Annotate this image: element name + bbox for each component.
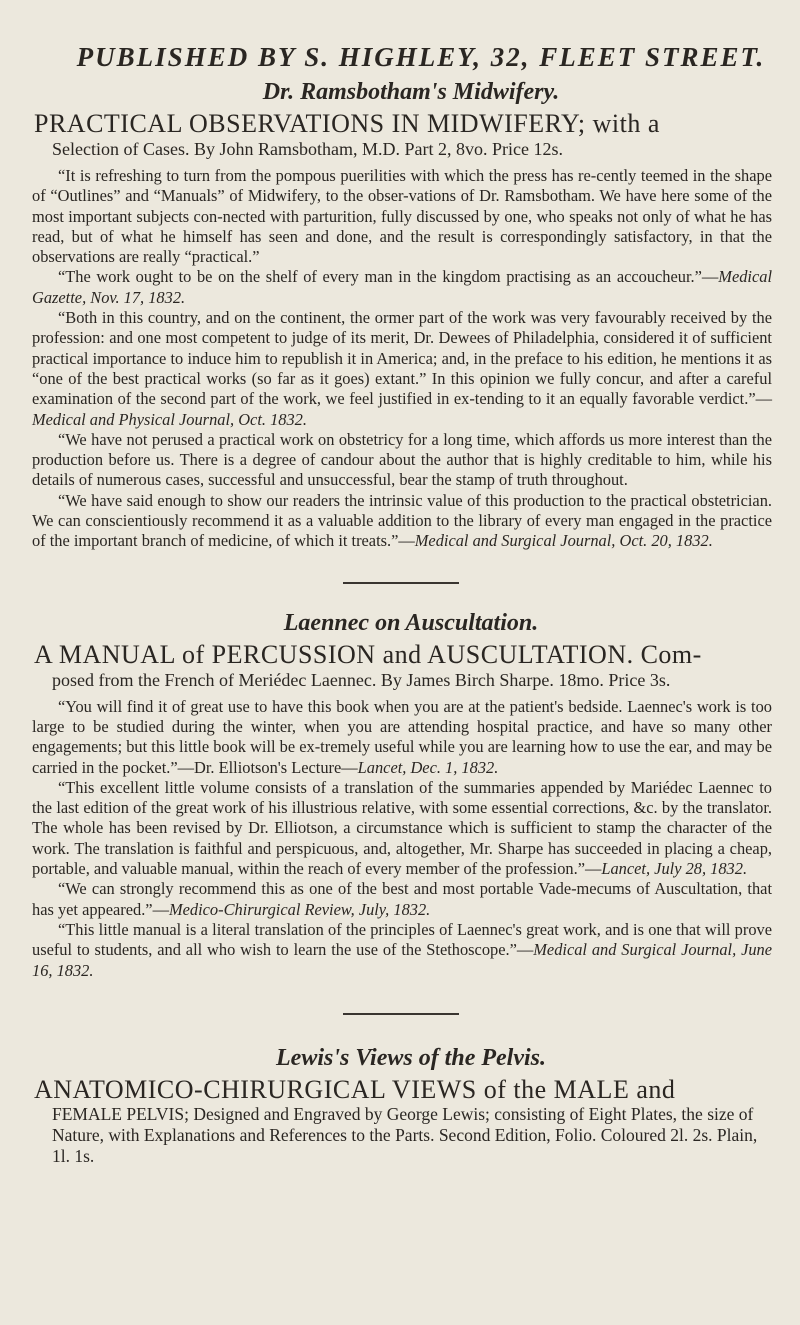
review-paragraph: “We can strongly recommend this as one of the best and most portable Vade-mecums of Auscultation, that has yet appeared.”—Medico-Chirurgical Review, July, 1832. [32,879,772,919]
review-citation: Medical Gazette, Nov. 17, 1832. [32,267,772,307]
review-paragraph: “We have said enough to show our readers the intrinsic value of this production to the practical obstetrician. We can conscientiously recommend it as a valuable addition to the library of every man engaged in the practice of the important branch of medicine, of which it treats.”—Medical and Surgical Journal, Oct. 20, 1832. [32,490,772,551]
running-head: PUBLISHED BY S. HIGHLEY, 32, FLEET STREET. [76,42,766,72]
divider [343,1013,459,1015]
review-paragraph: “This little manual is a literal translation of the principles of Laennec's great work, and is one that will prove useful to students, and all who wish to learn the use of the Stethoscope.”—Medical and Surgical Journal, June 16, 1832. [32,919,773,980]
book-title: A MANUAL of PERCUSSION and AUSCULTATION. Com- [34,639,702,669]
section-heading: Lewis's Views of the Pelvis. [276,1044,546,1071]
review-paragraph: “You will find it of great use to have this book when you are at the patient's bedside. Laennec's work is too large to be studied during the winter, when you are attending hospital practice, and have so many other engagements; but this little book will be ex-tremely useful while you are learning how to use the ear, and may be carried in the pocket.”—Dr. Elliotson's Lecture—Lancet, Dec. 1, 1832. [32,696,772,777]
review-citation: Medical and Surgical Journal, Oct. 20, 1832. [414,531,713,551]
review-citation: Lancet, July 28, 1832. [601,859,748,879]
review-citation: Lancet, Dec. 1, 1832. [357,757,499,777]
review-citation: Medical and Physical Journal, Oct. 1832. [32,409,307,429]
section-ramsbotham [30,79,772,552]
review-paragraph: “This excellent little volume consists of a translation of the summaries appended by Mariédec Laennec to the last edition of the great work of his illustrious relative, with some essential corrections, &c. by the translator. The whole has been revised by Dr. Elliotson, a circumstance which is sufficient to stamp the character of the work. The translation is faithful and perspicuous, and, altogether, Mr. Sharpe has succeeded in placing a cheap, portable, and valuable manual, within the reach of every member of the profession.”—Lancet, July 28, 1832. [32,777,772,879]
review-paragraph: “We have not perused a practical work on obstetricy for a long time, which affords us more interest than the production before us. There is a degree of candour about the author that is highly creditable to him, while his details of numerous cases, successful and unsuccessful, bear the stamp of truth throughout. [32,429,772,490]
book-details: posed from the French of Meriédec Laennec. By James Birch Sharpe. 18mo. Price 3s. [52,669,671,690]
book-title: ANATOMICO-CHIRURGICAL VIEWS of the MALE and [34,1074,676,1104]
review-paragraph: “Both in this country, and on the continent, the ormer part of the work was very favourably received by the profession: and one most competent to judge of its merit, Dr. Dewees of Philadelphia, considered it of sufficient practical importance to induce him to republish it in America; and, in the preface to his edition, he mentions it as “one of the best practical works (so far as it goes) extant.” In this opinion we fully concur, and after a careful examination of the second part of the work, we feel justified in ex-tending to it an equally favorable verdict.”—Medical and Physical Journal, Oct. 1832. [32,308,772,429]
review-list [30,697,772,981]
section-heading: Laennec on Auscultation. [283,609,539,636]
book-details: Selection of Cases. By John Ramsbotham, M.D. Part 2, 8vo. Price 12s. [52,139,563,159]
book-title: PRACTICAL OBSERVATIONS IN MIDWIFERY; with a [34,109,660,138]
review-citation: Medico-Chirurgical Review, July, 1832. [168,899,431,919]
section-laennec [30,610,772,981]
review-paragraph: “The work ought to be on the shelf of every man in the kingdom practising as an accoucheur.”—Medical Gazette, Nov. 17, 1832. [32,267,772,307]
section-heading: Dr. Ramsbotham's Midwifery. [262,79,560,105]
review-list [30,166,772,552]
review-paragraph: “It is refreshing to turn from the pompous puerilities with which the press has re-cently teemed in the shape of “Outlines” and “Manuals” of Midwifery, to the obser-vations of Dr. Ramsbotham. We have here some of the most important subjects con-nected with parturition, fully discussed by one, who speaks not only of what he has read, but of what he himself has seen and done, and the result is correspondingly satisfactory, in that the observations are really “practical.” [32,166,772,267]
book-details: FEMALE PELVIS; Designed and Engraved by George Lewis; consisting of Eight Plates, the size of Nature, with Explanations and References to the Parts. Second Edition, Folio. Coloured 2l. 2s. Plain, 1l. 1s. [52,1103,758,1166]
review-citation: Medical and Surgical Journal, June 16, 1832. [32,940,773,980]
section-lewis [30,1045,772,1167]
divider [343,582,459,584]
